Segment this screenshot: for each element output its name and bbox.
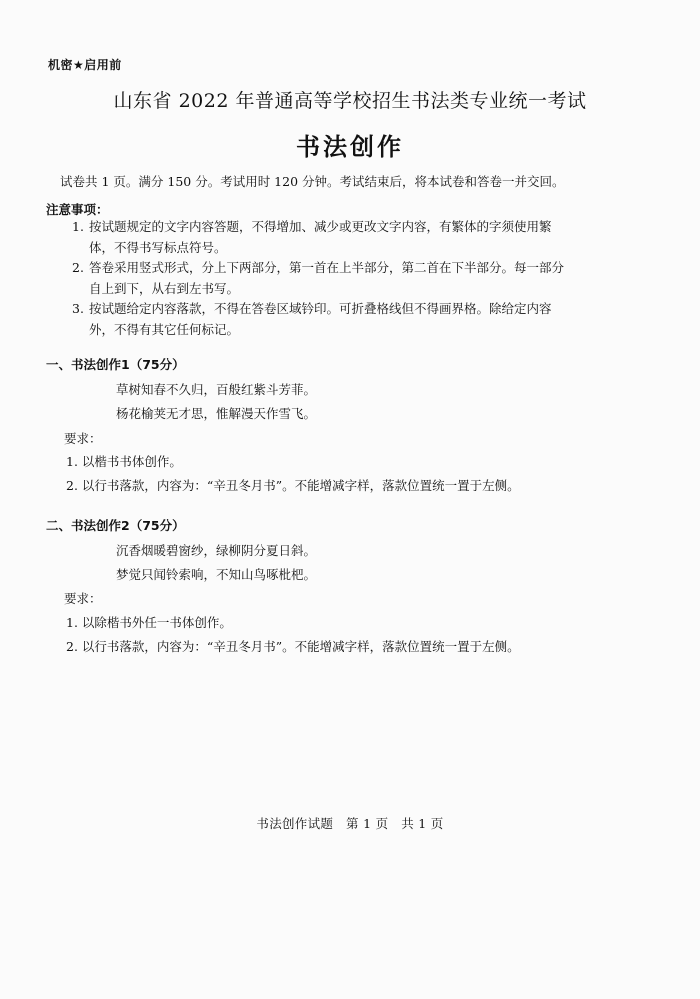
- section-1-poem-line: 杨花榆荚无才思，惟解漫天作雪飞。: [116, 406, 317, 421]
- section-1-requirement: 2. 以行书落款，内容为：“辛丑冬月书”。不能增减字样，落款位置统一置于左侧。: [66, 478, 520, 493]
- notice-item-text: 答卷采用竖式形式，分上下两部分，第一首在上半部分，第二首在下半部分。每一部分自上到下，从右到左书写。: [89, 260, 565, 296]
- section-1-requirement: 1. 以楷书书体创作。: [66, 454, 182, 469]
- notice-item-number: 1.: [72, 219, 84, 234]
- notice-item-number: 2.: [72, 260, 84, 275]
- exam-title: 山东省 2022 年普通高等学校招生书法类专业统一考试: [113, 90, 587, 112]
- notice-list: [72, 217, 572, 340]
- section-1-poem-line: 草树知春不久归，百般红紫斗芳菲。: [116, 382, 317, 397]
- section-2-poem-line: 沉香烟暖碧窗纱，绿柳阴分夏日斜。: [116, 543, 317, 558]
- section-2-poem-line: 梦觉只闻铃索响，不知山鸟啄枇杷。: [116, 567, 317, 582]
- notice-item-number: 3.: [72, 301, 84, 316]
- notice-heading: 注意事项：: [46, 202, 109, 217]
- section-2-heading: 二、书法创作2（75分）: [46, 518, 185, 533]
- notice-item: [72, 217, 572, 258]
- section-1-requirements-heading: 要求：: [64, 431, 102, 446]
- section-2-requirement: 2. 以行书落款，内容为：“辛丑冬月书”。不能增减字样，落款位置统一置于左侧。: [66, 639, 520, 654]
- notice-item-text: 按试题规定的文字内容答题，不得增加、减少或更改文字内容，有繁体的字须使用繁体，不得书写标点符号。: [89, 219, 552, 255]
- exam-intro: 试卷共 1 页。满分 150 分。考试用时 120 分钟。考试结束后，将本试卷和答卷一并交回。: [60, 174, 565, 189]
- subject-title: 书法创作: [296, 133, 404, 161]
- notice-item-text: 按试题给定内容落款，不得在答卷区域钤印。可折叠格线但不得画界格。除给定内容外，不得有其它任何标记。: [89, 301, 552, 337]
- notice-item: [72, 258, 572, 299]
- confidential-label: 机密★启用前: [48, 58, 122, 72]
- section-2-requirement: 1. 以除楷书外任一书体创作。: [66, 615, 232, 630]
- page-footer: 书法创作试题 第 1 页 共 1 页: [256, 816, 444, 831]
- notice-item: [72, 299, 572, 340]
- section-1-heading: 一、书法创作1（75分）: [46, 357, 185, 372]
- section-2-requirements-heading: 要求：: [64, 591, 102, 606]
